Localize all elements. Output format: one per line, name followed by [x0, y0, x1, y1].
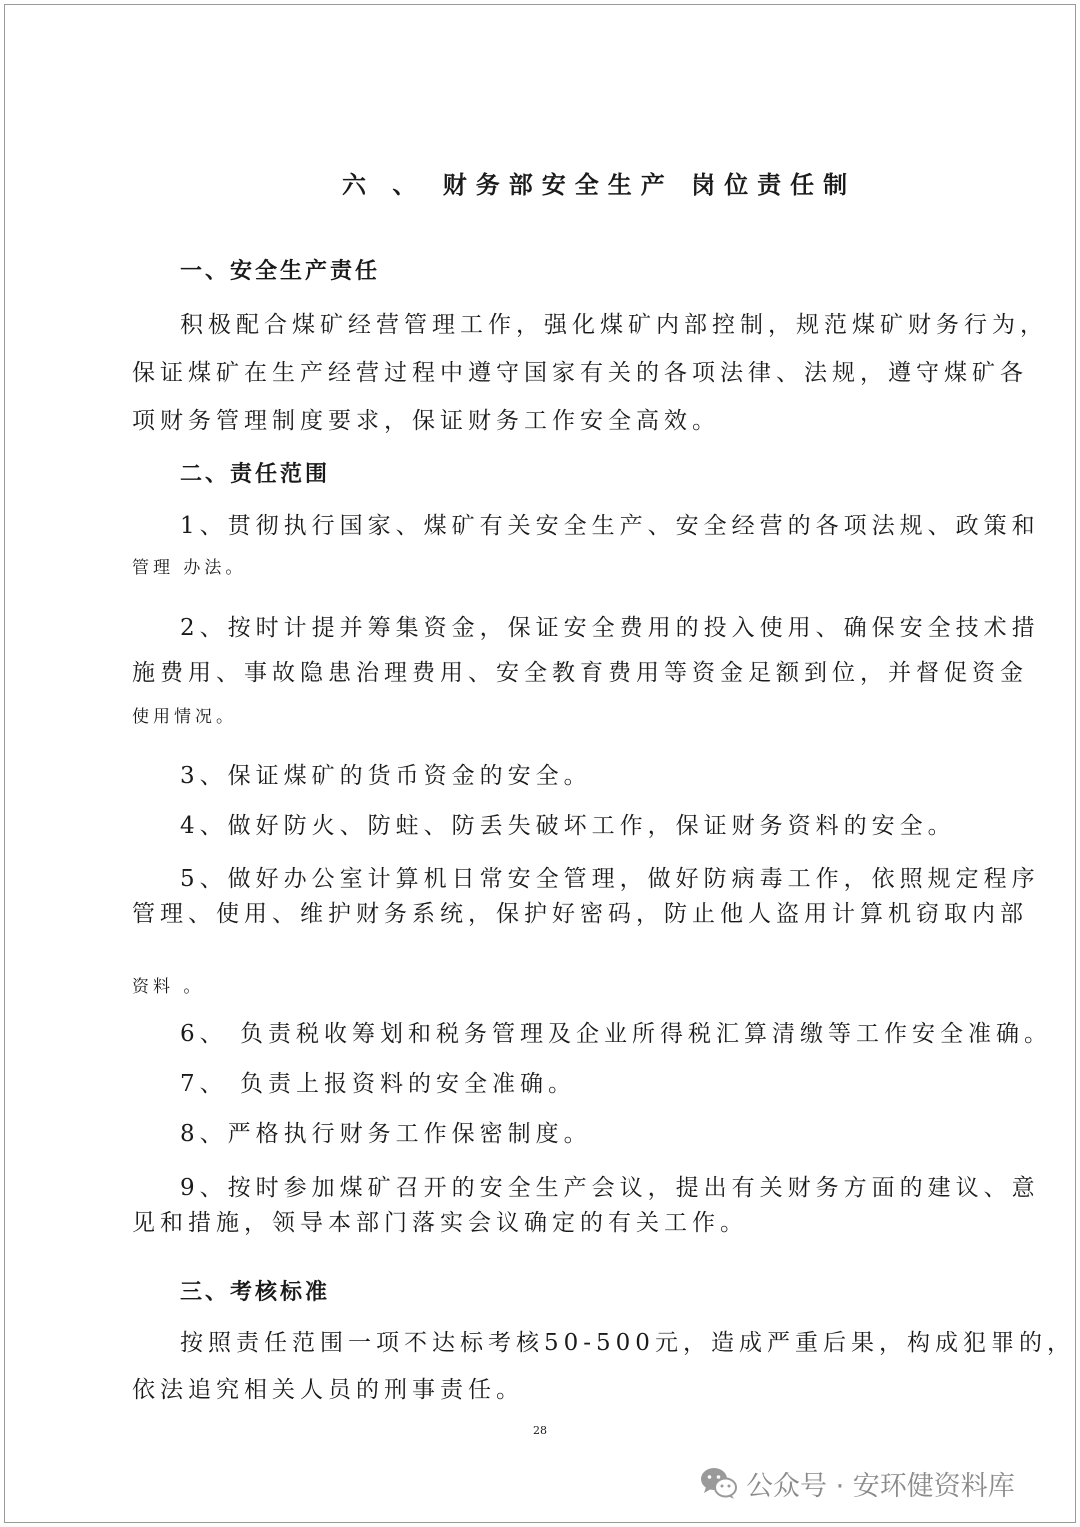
watermark — [700, 1460, 1015, 1506]
item1-line: 管理 办法。 — [132, 558, 247, 578]
item3-line: 3、保证煤矿的货币资金的安全。 — [180, 763, 592, 789]
document-title: 六 、 财务部安全生产 岗位责任制 — [342, 170, 857, 199]
section3-line: 依法追究相关人员的刑事责任。 — [132, 1377, 524, 1403]
item6-line: 6、 负责税收筹划和税务管理及企业所得税汇算清缴等工作安全准确。 — [180, 1021, 1052, 1047]
wechat-icon — [700, 1466, 738, 1500]
item5-line: 5、做好办公室计算机日常安全管理，做好防病毒工作，依照规定程序 — [180, 866, 1040, 892]
item4-line: 4、做好防火、防蛀、防丢失破坏工作，保证财务资料的安全。 — [180, 813, 956, 839]
item5-line: 资料 。 — [132, 977, 205, 997]
item2-line: 2、按时计提并筹集资金，保证安全费用的投入使用、确保安全技术措 — [180, 615, 1040, 641]
section1-line: 积极配合煤矿经营管理工作，强化煤矿内部控制，规范煤矿财务行为， — [180, 312, 1048, 338]
item9-line: 9、按时参加煤矿召开的安全生产会议，提出有关财务方面的建议、意 — [180, 1175, 1040, 1201]
item5-line: 管理、使用、维护财务系统，保护好密码，防止他人盗用计算机窃取内部 — [132, 901, 1028, 927]
section1-line: 项财务管理制度要求，保证财务工作安全高效。 — [132, 408, 720, 434]
watermark-text: 公众号 · 安环健资料库 — [746, 1470, 1015, 1502]
item1-line: 1、贯彻执行国家、煤矿有关安全生产、安全经营的各项法规、政策和 — [180, 513, 1040, 539]
item7-line: 7、 负责上报资料的安全准确。 — [180, 1071, 576, 1097]
item8-line: 8、严格执行财务工作保密制度。 — [180, 1121, 592, 1147]
section1-heading: 一、安全生产责任 — [180, 259, 381, 284]
page-number: 28 — [533, 1424, 547, 1437]
item9-line: 见和措施，领导本部门落实会议确定的有关工作。 — [132, 1210, 748, 1236]
section2-heading: 二、责任范围 — [180, 462, 331, 487]
section3-heading: 三、考核标准 — [180, 1280, 331, 1305]
item2-line: 施费用、事故隐患治理费用、安全教育费用等资金足额到位，并督促资金 — [132, 660, 1028, 686]
item2-line: 使用情况。 — [132, 707, 237, 727]
section1-line: 保证煤矿在生产经营过程中遵守国家有关的各项法律、法规，遵守煤矿各 — [132, 360, 1028, 386]
section3-line: 按照责任范围一项不达标考核50-500元，造成严重后果，构成犯罪的， — [180, 1330, 1075, 1356]
